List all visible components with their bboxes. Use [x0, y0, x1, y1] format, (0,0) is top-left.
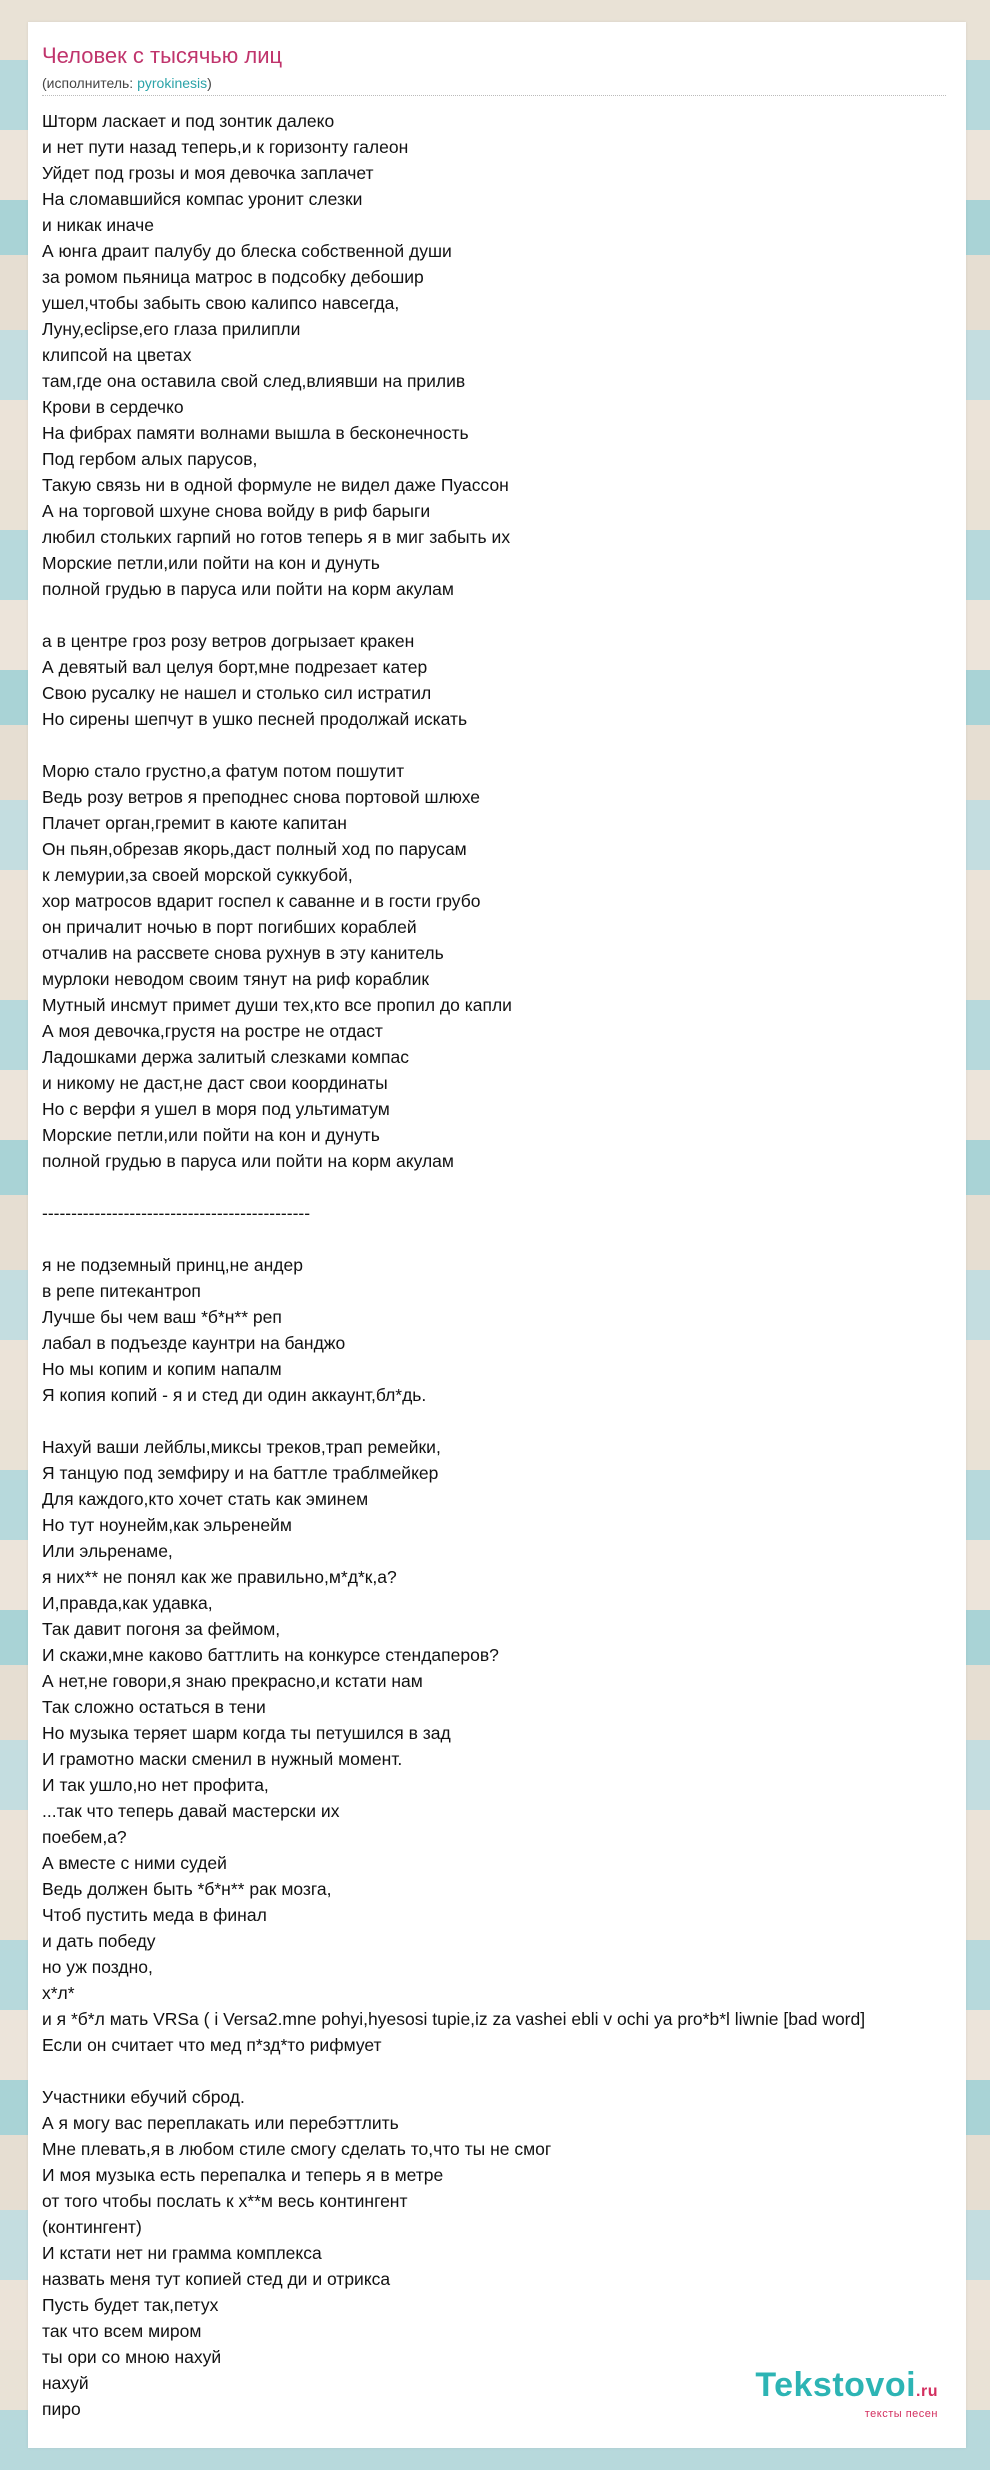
lyrics-line: Но тут ноунейм,как эльренейм [42, 1515, 292, 1535]
lyrics-card [28, 22, 966, 2448]
lyrics-body [42, 108, 972, 2422]
lyrics-line: там,где она оставила свой след,влиявши на прилив [42, 371, 466, 391]
lyrics-line: ---------------------------------------------- [42, 1203, 311, 1223]
lyrics-line: назвать меня тут копией стед ди и отрикса [42, 2269, 391, 2289]
logo-tld: .ru [916, 2383, 938, 2400]
lyrics-blank-line [42, 732, 972, 758]
lyrics-line: Крови в сердечко [42, 397, 184, 417]
lyrics-line: И моя музыка есть перепалка и теперь я в метре [42, 2165, 444, 2185]
lyrics-line: И грамотно маски сменил в нужный момент. [42, 1749, 403, 1769]
lyrics-line: А девятый вал целуя борт,мне подрезает катер [42, 657, 428, 677]
lyrics-line: На сломавшийся компас уронит слезки [42, 189, 363, 209]
lyrics-line: А вместе с ними судей [42, 1853, 227, 1873]
lyrics-blank-line [42, 602, 972, 628]
lyrics-line: но уж поздно, [42, 1957, 153, 1977]
lyrics-line: Участники ебучий сброд. [42, 2087, 245, 2107]
lyrics-line: пиро [42, 2399, 81, 2419]
lyrics-line: нахуй [42, 2373, 89, 2393]
lyrics-line: я них** не понял как же правильно,м*д*к,а? [42, 1567, 397, 1587]
logo-name: Tekstovoi [755, 2366, 917, 2404]
lyrics-line: (контингент) [42, 2217, 142, 2237]
lyrics-line: Нахуй ваши лейблы,миксы треков,трап ремейки, [42, 1437, 441, 1457]
lyrics-line: мурлоки неводом своим тянут на риф кораблик [42, 969, 430, 989]
lyrics-line: от того чтобы послать к х**м весь контингент [42, 2191, 408, 2211]
lyrics-line: Морю стало грустно,а фатум потом пошутит [42, 761, 405, 781]
lyrics-line: Для каждого,кто хочет стать как эминем [42, 1489, 369, 1509]
lyrics-line: ...так что теперь давай мастерски их [42, 1801, 340, 1821]
lyrics-line: отчалив на рассвете снова рухнув в эту канитель [42, 943, 444, 963]
lyrics-line: х*л* [42, 1983, 75, 2003]
lyrics-line: Я танцую под земфиру и на баттле траблмейкер [42, 1463, 439, 1483]
lyrics-line: Такую связь ни в одной формуле не видел даже Пуассон [42, 475, 509, 495]
lyrics-line: Пусть будет так,петух [42, 2295, 219, 2315]
lyrics-line: А моя девочка,грустя на ростре не отдаст [42, 1021, 383, 1041]
artist-line [42, 74, 946, 92]
lyrics-line: полной грудью в паруса или пойти на корм акулам [42, 1151, 454, 1171]
lyrics-line: Плачет орган,гремит в каюте капитан [42, 813, 347, 833]
lyrics-line: хор матросов вдарит госпел к саванне и в гости грубо [42, 891, 481, 911]
lyrics-line: и я *б*л мать VRSa ( i Versa2.mne pohyi,hyesosi tupie,iz za vashei ebli v ochi ya pro*b*l liwnie [bad word] [42, 2009, 866, 2029]
lyrics-line: Под гербом алых парусов, [42, 449, 258, 469]
lyrics-line: Ведь розу ветров я преподнес снова портовой шлюхе [42, 787, 481, 807]
lyrics-line: клипсой на цветах [42, 345, 192, 365]
song-title: Человек с тысячью лиц [42, 43, 283, 68]
lyrics-line: А нет,не говори,я знаю прекрасно,и кстати нам [42, 1671, 423, 1691]
lyrics-line: лабал в подъезде каунтри на банджо [42, 1333, 346, 1353]
lyrics-line: и никому не даст,не даст свои координаты [42, 1073, 388, 1093]
lyrics-line: и нет пути назад теперь,и к горизонту галеон [42, 137, 409, 157]
lyrics-line: поебем,а? [42, 1827, 127, 1847]
lyrics-blank-line [42, 1226, 972, 1252]
lyrics-line: Он пьян,обрезав якорь,даст полный ход по парусам [42, 839, 467, 859]
lyrics-line: Мутный инсмут примет души тех,кто все пропил до капли [42, 995, 512, 1015]
lyrics-line: и никак иначе [42, 215, 155, 235]
lyrics-line: полной грудью в паруса или пойти на корм акулам [42, 579, 454, 599]
lyrics-line: И так ушло,но нет профита, [42, 1775, 269, 1795]
lyrics-line: Так давит погоня за феймом, [42, 1619, 281, 1639]
lyrics-line: ушел,чтобы забыть свою калипсо навсегда, [42, 293, 400, 313]
logo-wordmark [755, 2367, 938, 2410]
logo-tagline: тексты песен [864, 2408, 938, 2420]
lyrics-blank-line [42, 2058, 972, 2084]
lyrics-line: Но мы копим и копим напалм [42, 1359, 282, 1379]
lyrics-line: Так сложно остаться в тени [42, 1697, 266, 1717]
lyrics-line: в репе питекантроп [42, 1281, 201, 1301]
lyrics-line: ты ори со мною нахуй [42, 2347, 222, 2367]
artist-suffix: ) [207, 75, 212, 91]
lyrics-line: за ромом пьяница матрос в подсобку дебошир [42, 267, 424, 287]
lyrics-line: Ведь должен быть *б*н** рак мозга, [42, 1879, 332, 1899]
lyrics-line: Морские петли,или пойти на кон и дунуть [42, 553, 380, 573]
lyrics-line: И кстати нет ни грамма комплекса [42, 2243, 322, 2263]
lyrics-line: На фибрах памяти волнами вышла в бесконечность [42, 423, 469, 443]
lyrics-line: И,правда,как удавка, [42, 1593, 213, 1613]
lyrics-line: любил стольких гарпий но готов теперь я в миг забыть их [42, 527, 511, 547]
lyrics-line: Ладошками держа залитый слезками компас [42, 1047, 409, 1067]
lyrics-line: А на торговой шхуне снова войду в риф барыги [42, 501, 431, 521]
lyrics-line: Лучше бы чем ваш *б*н** реп [42, 1307, 282, 1327]
lyrics-line: так что всем миром [42, 2321, 202, 2341]
lyrics-line: Чтоб пустить меда в финал [42, 1905, 267, 1925]
artist-prefix: (исполнитель: [42, 75, 138, 91]
lyrics-line: и дать победу [42, 1931, 156, 1951]
lyrics-line: А я могу вас переплакать или перебэттлить [42, 2113, 399, 2133]
lyrics-line: к лемурии,за своей морской суккубой, [42, 865, 353, 885]
lyrics-blank-line [42, 1174, 972, 1200]
lyrics-line: Но с верфи я ушел в моря под ультиматум [42, 1099, 390, 1119]
lyrics-line: А юнга драит палубу до блеска собственной души [42, 241, 452, 261]
lyrics-line: Но музыка теряет шарм когда ты петушился в зад [42, 1723, 451, 1743]
lyrics-blank-line [42, 1408, 972, 1434]
site-logo[interactable] [755, 2367, 938, 2420]
lyrics-line: Я копия копий - я и стед ди один аккаунт,бл*дь. [42, 1385, 427, 1405]
lyrics-line: Морские петли,или пойти на кон и дунуть [42, 1125, 380, 1145]
lyrics-line: я не подземный принц,не андер [42, 1255, 303, 1275]
lyrics-line: а в центре гроз розу ветров догрызает кракен [42, 631, 415, 651]
lyrics-line: он причалит ночью в порт погибших кораблей [42, 917, 417, 937]
lyrics-line: Если он считает что мед п*зд*то рифмует [42, 2035, 382, 2055]
lyrics-line: Свою русалку не нашел и столько сил истратил [42, 683, 432, 703]
lyrics-line: Шторм ласкает и под зонтик далеко [42, 111, 335, 131]
lyrics-line: Уйдет под грозы и моя девочка заплачет [42, 163, 374, 183]
artist-link[interactable]: pyrokinesis [137, 75, 208, 91]
lyrics-line: Или эльренаме, [42, 1541, 173, 1561]
lyrics-line: Мне плевать,я в любом стиле смогу сделать то,что ты не смог [42, 2139, 552, 2159]
lyrics-line: Но сирены шепчут в ушко песней продолжай искать [42, 709, 468, 729]
song-header [42, 42, 946, 96]
header-divider [42, 95, 946, 96]
lyrics-line: И скажи,мне каково баттлить на конкурсе стендаперов? [42, 1645, 499, 1665]
lyrics-line: Луну,eclipse,его глаза прилипли [42, 319, 301, 339]
